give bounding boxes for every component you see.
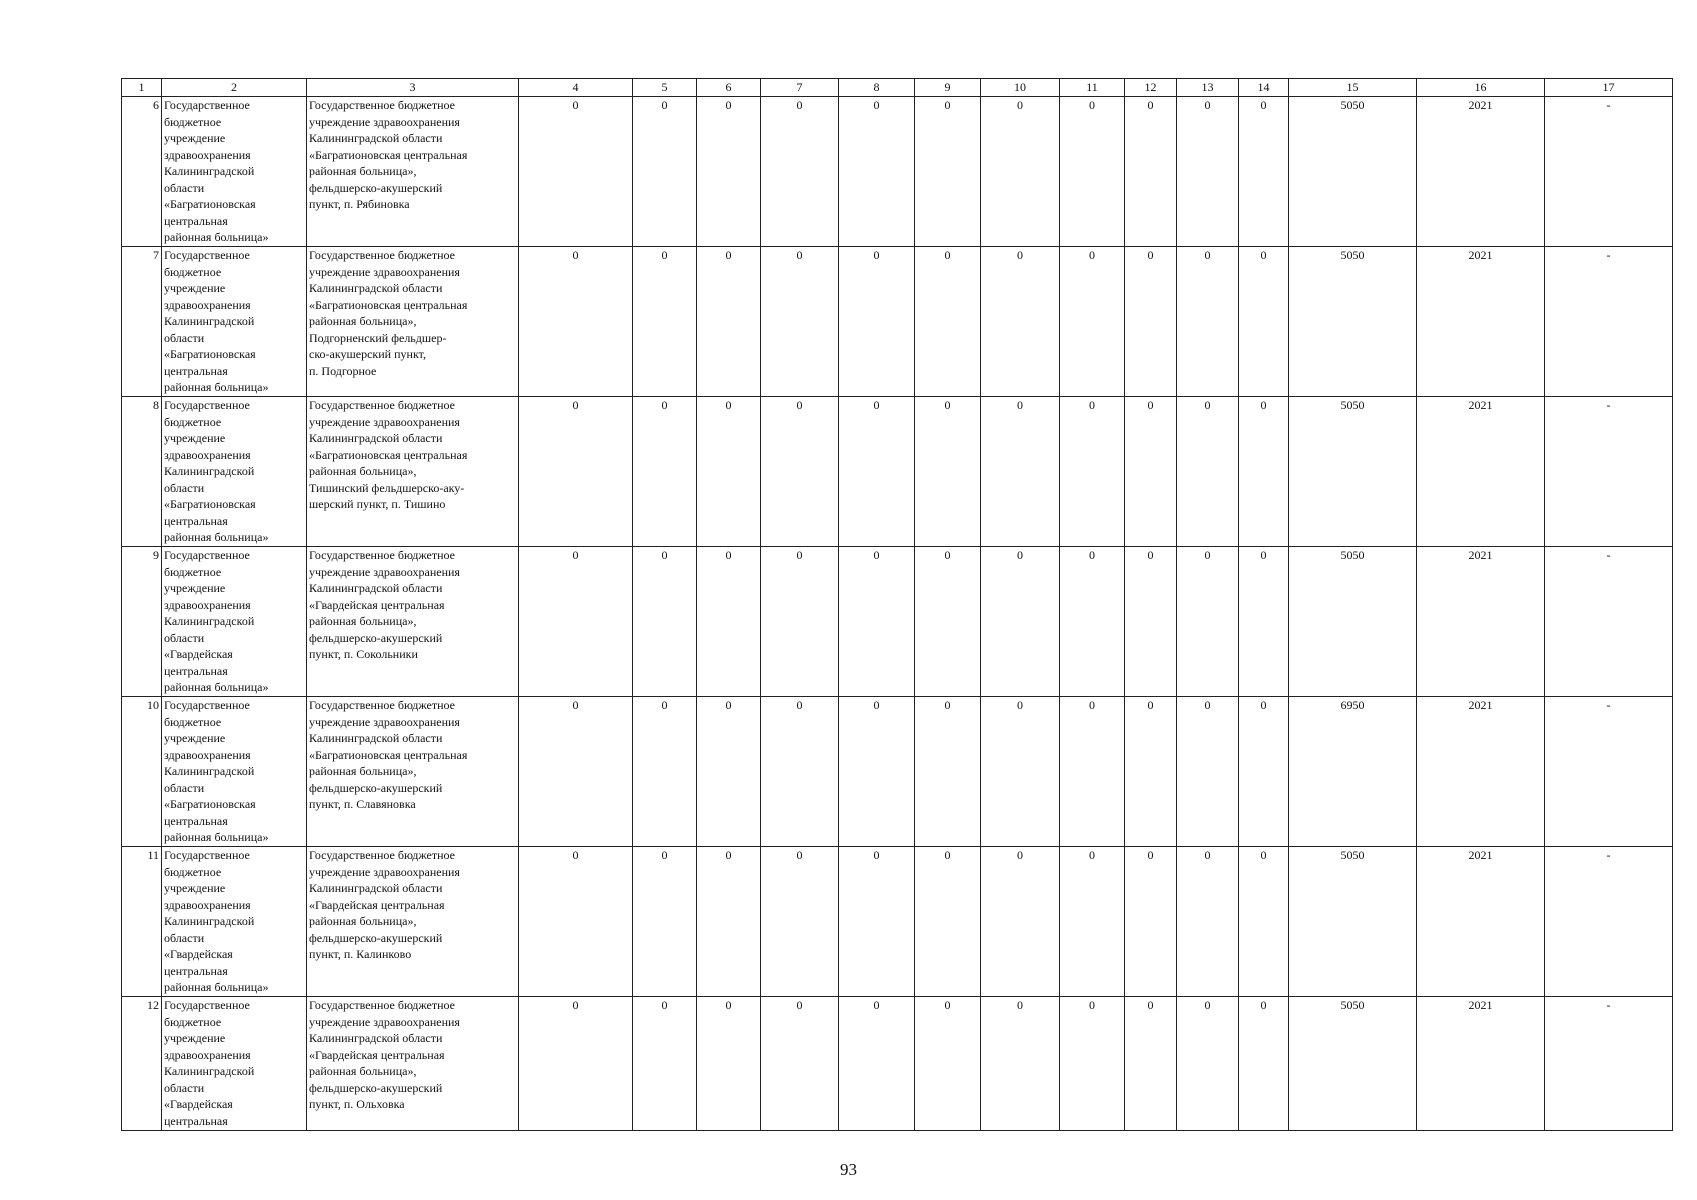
year-cell: 2021 — [1417, 847, 1545, 997]
note-cell: - — [1545, 547, 1673, 697]
value-cell: 0 — [1060, 697, 1125, 847]
value-cell: 0 — [633, 247, 697, 397]
row-number: 10 — [122, 697, 162, 847]
value-cell: 0 — [633, 397, 697, 547]
value-cell-15: 5050 — [1289, 397, 1417, 547]
value-cell: 0 — [1060, 247, 1125, 397]
facility-description: Государственное бюджетное учреждение здравоохранения Калининградской области «Багратионовская центральная районная больница», фельдшерско-акушерский пункт, п. Славяновка — [307, 697, 519, 847]
value-cell: 0 — [1060, 97, 1125, 247]
value-cell: 0 — [761, 847, 839, 997]
value-cell: 0 — [519, 997, 633, 1131]
value-cell: 0 — [1239, 547, 1289, 697]
value-cell: 0 — [981, 847, 1060, 997]
value-cell: 0 — [697, 697, 761, 847]
institution-name: Государственное бюджетное учреждение здравоохранения Калининградской области «Гвардейская центральная районная больница» — [162, 547, 307, 697]
value-cell: 0 — [839, 97, 915, 247]
value-cell: 0 — [981, 397, 1060, 547]
value-cell-15: 5050 — [1289, 847, 1417, 997]
value-cell: 0 — [1060, 547, 1125, 697]
column-header: 8 — [839, 79, 915, 97]
institution-name: Государственное бюджетное учреждение здравоохранения Калининградской области «Гвардейская центральная районная больница» — [162, 847, 307, 997]
value-cell: 0 — [761, 397, 839, 547]
column-header: 16 — [1417, 79, 1545, 97]
table-row — [122, 97, 1673, 247]
value-cell: 0 — [1239, 697, 1289, 847]
row-number: 6 — [122, 97, 162, 247]
value-cell-15: 6950 — [1289, 697, 1417, 847]
value-cell: 0 — [697, 397, 761, 547]
facility-description: Государственное бюджетное учреждение здравоохранения Калининградской области «Багратионовская центральная районная больница», Подгорненский фельдшер- ско-акушерский пункт, п. Подгорное — [307, 247, 519, 397]
value-cell: 0 — [1177, 397, 1239, 547]
value-cell: 0 — [1125, 847, 1177, 997]
facility-description: Государственное бюджетное учреждение здравоохранения Калининградской области «Багратионовская центральная районная больница», фельдшерско-акушерский пункт, п. Рябиновка — [307, 97, 519, 247]
column-header: 2 — [162, 79, 307, 97]
value-cell: 0 — [519, 247, 633, 397]
row-number: 12 — [122, 997, 162, 1131]
value-cell: 0 — [839, 997, 915, 1131]
value-cell: 0 — [697, 997, 761, 1131]
row-number: 7 — [122, 247, 162, 397]
note-cell: - — [1545, 97, 1673, 247]
value-cell: 0 — [981, 97, 1060, 247]
table-row — [122, 247, 1673, 397]
value-cell: 0 — [1125, 247, 1177, 397]
column-header: 14 — [1239, 79, 1289, 97]
value-cell: 0 — [1177, 97, 1239, 247]
value-cell: 0 — [1177, 547, 1239, 697]
value-cell: 0 — [519, 547, 633, 697]
value-cell: 0 — [981, 547, 1060, 697]
value-cell: 0 — [519, 97, 633, 247]
value-cell: 0 — [915, 397, 981, 547]
value-cell: 0 — [1060, 997, 1125, 1131]
column-header: 12 — [1125, 79, 1177, 97]
table-row — [122, 397, 1673, 547]
value-cell: 0 — [915, 697, 981, 847]
value-cell: 0 — [761, 97, 839, 247]
value-cell: 0 — [697, 247, 761, 397]
institution-name: Государственное бюджетное учреждение здравоохранения Калининградской области «Багратионовская центральная районная больница» — [162, 397, 307, 547]
value-cell: 0 — [915, 97, 981, 247]
value-cell: 0 — [633, 847, 697, 997]
value-cell: 0 — [839, 847, 915, 997]
value-cell: 0 — [1125, 97, 1177, 247]
value-cell: 0 — [633, 97, 697, 247]
value-cell: 0 — [1239, 97, 1289, 247]
value-cell: 0 — [1177, 997, 1239, 1131]
note-cell: - — [1545, 397, 1673, 547]
value-cell-15: 5050 — [1289, 247, 1417, 397]
value-cell: 0 — [519, 697, 633, 847]
year-cell: 2021 — [1417, 697, 1545, 847]
value-cell: 0 — [981, 697, 1060, 847]
column-header: 5 — [633, 79, 697, 97]
value-cell-15: 5050 — [1289, 547, 1417, 697]
note-cell: - — [1545, 247, 1673, 397]
value-cell: 0 — [519, 847, 633, 997]
page-number: 93 — [840, 1160, 857, 1179]
value-cell: 0 — [1125, 397, 1177, 547]
column-header: 11 — [1060, 79, 1125, 97]
value-cell: 0 — [697, 847, 761, 997]
value-cell: 0 — [915, 997, 981, 1131]
value-cell: 0 — [633, 697, 697, 847]
institution-name: Государственное бюджетное учреждение здравоохранения Калининградской области «Гвардейская центральная — [162, 997, 307, 1131]
value-cell: 0 — [761, 997, 839, 1131]
value-cell: 0 — [1125, 697, 1177, 847]
value-cell: 0 — [1177, 697, 1239, 847]
value-cell: 0 — [761, 547, 839, 697]
value-cell: 0 — [633, 547, 697, 697]
value-cell: 0 — [1125, 547, 1177, 697]
value-cell: 0 — [697, 97, 761, 247]
column-header: 3 — [307, 79, 519, 97]
column-header: 1 — [122, 79, 162, 97]
table-row — [122, 847, 1673, 997]
value-cell: 0 — [839, 397, 915, 547]
value-cell: 0 — [981, 247, 1060, 397]
column-header: 6 — [697, 79, 761, 97]
facility-description: Государственное бюджетное учреждение здравоохранения Калининградской области «Гвардейская центральная районная больница», фельдшерско-акушерский пункт, п. Калинково — [307, 847, 519, 997]
value-cell: 0 — [761, 247, 839, 397]
institution-name: Государственное бюджетное учреждение здравоохранения Калининградской области «Багратионовская центральная районная больница» — [162, 697, 307, 847]
value-cell: 0 — [1239, 997, 1289, 1131]
data-table — [121, 78, 1673, 1131]
column-header: 13 — [1177, 79, 1239, 97]
row-number: 8 — [122, 397, 162, 547]
value-cell: 0 — [839, 547, 915, 697]
table-row — [122, 997, 1673, 1131]
facility-description: Государственное бюджетное учреждение здравоохранения Калининградской области «Гвардейская центральная районная больница», фельдшерско-акушерский пункт, п. Ольховка — [307, 997, 519, 1131]
year-cell: 2021 — [1417, 547, 1545, 697]
year-cell: 2021 — [1417, 247, 1545, 397]
row-number: 9 — [122, 547, 162, 697]
value-cell: 0 — [1239, 397, 1289, 547]
column-header: 15 — [1289, 79, 1417, 97]
note-cell: - — [1545, 997, 1673, 1131]
header-row — [122, 79, 1673, 97]
column-header: 7 — [761, 79, 839, 97]
value-cell: 0 — [761, 697, 839, 847]
value-cell-15: 5050 — [1289, 997, 1417, 1131]
column-header: 17 — [1545, 79, 1673, 97]
value-cell: 0 — [1060, 847, 1125, 997]
value-cell: 0 — [697, 547, 761, 697]
value-cell: 0 — [915, 247, 981, 397]
column-header: 10 — [981, 79, 1060, 97]
note-cell: - — [1545, 847, 1673, 997]
facility-description: Государственное бюджетное учреждение здравоохранения Калининградской области «Багратионовская центральная районная больница», Тишинский фельдшерско-аку- шерский пункт, п. Тишино — [307, 397, 519, 547]
note-cell: - — [1545, 697, 1673, 847]
value-cell: 0 — [839, 247, 915, 397]
row-number: 11 — [122, 847, 162, 997]
value-cell: 0 — [1060, 397, 1125, 547]
facility-description: Государственное бюджетное учреждение здравоохранения Калининградской области «Гвардейская центральная районная больница», фельдшерско-акушерский пункт, п. Сокольники — [307, 547, 519, 697]
value-cell: 0 — [839, 697, 915, 847]
value-cell: 0 — [915, 847, 981, 997]
value-cell: 0 — [1239, 247, 1289, 397]
year-cell: 2021 — [1417, 997, 1545, 1131]
year-cell: 2021 — [1417, 397, 1545, 547]
value-cell: 0 — [1177, 247, 1239, 397]
value-cell: 0 — [981, 997, 1060, 1131]
value-cell: 0 — [519, 397, 633, 547]
institution-name: Государственное бюджетное учреждение здравоохранения Калининградской области «Багратионовская центральная районная больница» — [162, 97, 307, 247]
value-cell-15: 5050 — [1289, 97, 1417, 247]
value-cell: 0 — [633, 997, 697, 1131]
value-cell: 0 — [915, 547, 981, 697]
institution-name: Государственное бюджетное учреждение здравоохранения Калининградской области «Багратионовская центральная районная больница» — [162, 247, 307, 397]
value-cell: 0 — [1125, 997, 1177, 1131]
table-body — [122, 97, 1673, 1131]
year-cell: 2021 — [1417, 97, 1545, 247]
column-header: 9 — [915, 79, 981, 97]
value-cell: 0 — [1239, 847, 1289, 997]
table-row — [122, 547, 1673, 697]
value-cell: 0 — [1177, 847, 1239, 997]
column-header: 4 — [519, 79, 633, 97]
table-row — [122, 697, 1673, 847]
